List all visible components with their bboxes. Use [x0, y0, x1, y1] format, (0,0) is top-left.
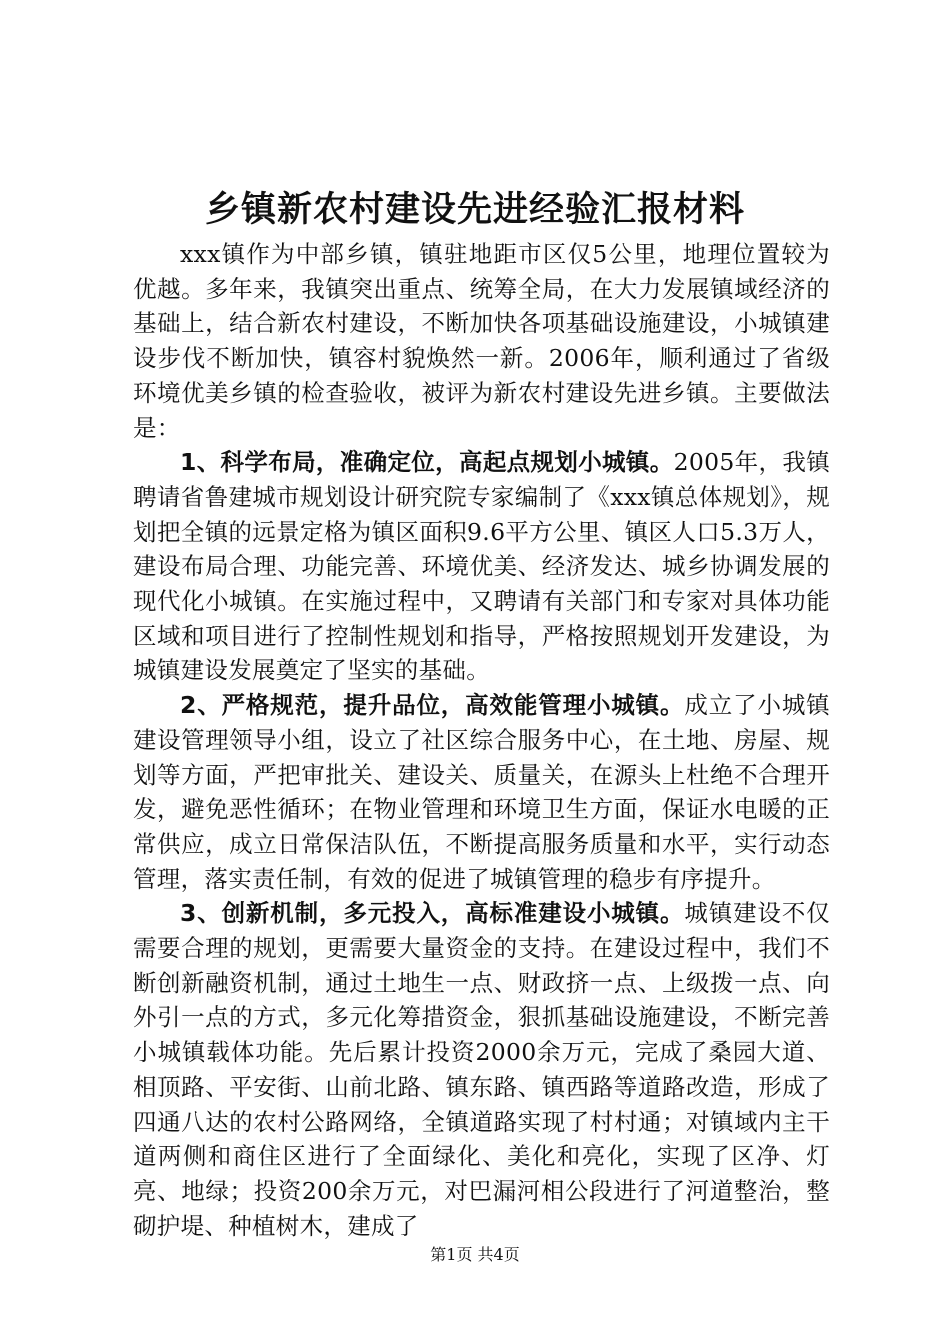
paragraph-management	[133, 688, 830, 896]
paragraph-intro	[133, 237, 830, 445]
paragraph-text: xxx镇作为中部乡镇，镇驻地距市区仅5公里，地理位置较为优越。多年来，我镇突出重点、统筹全局，在大力发展镇域经济的基础上，结合新农村建设，不断加快各项基础设施建设，小城镇建设步伐不断加快，镇容村貌焕然一新。2006年，顺利通过了省级环境优美乡镇的检查验收，被评为新农村建设先进乡镇。主要做法是：	[133, 240, 830, 442]
paragraph-text: 城镇建设不仅需要合理的规划，更需要大量资金的支持。在建设过程中，我们不断创新融资机制，通过土地生一点、财政挤一点、上级拨一点、向外引一点的方式，多元化筹措资金，狠抓基础设施建设，不断完善小城镇载体功能。先后累计投资2000余万元，完成了桑园大道、相顶路、平安街、山前北路、镇东路、镇西路等道路改造，形成了四通八达的农村公路网络，全镇道路实现了村村通；对镇域内主干道两侧和商住区进行了全面绿化、美化和亮化，实现了区净、灯亮、地绿；投资200余万元，对巴漏河相公段进行了河道整治，整砌护堤、种植树木，建成了	[133, 899, 830, 1240]
document-body	[133, 237, 830, 1243]
paragraph-planning	[133, 445, 830, 688]
paragraph-heading: 3、创新机制，多元投入，高标准建设小城镇。	[180, 899, 685, 928]
page-number-footer: 第1页 共4页	[430, 1245, 520, 1264]
paragraph-heading: 1、科学布局，准确定位，高起点规划小城镇。	[180, 448, 674, 477]
paragraph-text: 2005年，我镇聘请省鲁建城市规划设计研究院专家编制了《xxx镇总体规划》，规划把全镇的远景定格为镇区面积9.6平方公里、镇区人口5.3万人，建设布局合理、功能完善、环境优美、经济发达、城乡协调发展的现代化小城镇。在实施过程中，又聘请有关部门和专家对具体功能区域和项目进行了控制性规划和指导，严格按照规划开发建设，为城镇建设发展奠定了坚实的基础。	[133, 448, 830, 685]
paragraph-construction	[133, 896, 830, 1243]
document-title: 乡镇新农村建设先进经验汇报材料	[204, 189, 745, 230]
paragraph-heading: 2、严格规范，提升品位，高效能管理小城镇。	[180, 691, 685, 720]
paragraph-text: 成立了小城镇建设管理领导小组，设立了社区综合服务中心，在土地、房屋、规划等方面，严把审批关、建设关、质量关，在源头上杜绝不合理开发，避免恶性循环；在物业管理和环境卫生方面，保证水电暖的正常供应，成立日常保洁队伍，不断提高服务质量和水平，实行动态管理，落实责任制，有效的促进了城镇管理的稳步有序提升。	[133, 691, 830, 893]
